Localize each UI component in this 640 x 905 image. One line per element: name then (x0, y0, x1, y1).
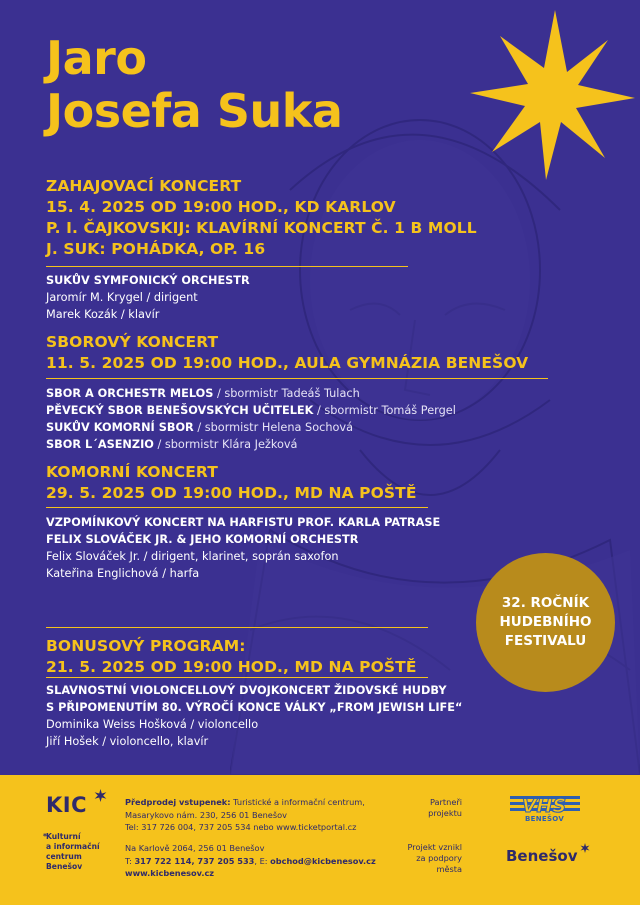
star-icon (470, 10, 635, 180)
kic-desc-line: centrum (46, 852, 82, 861)
section-heading: BONUSOVÝ PROGRAM: (46, 637, 246, 655)
kic-desc-line: a informační (46, 842, 100, 851)
kic-description: * Kulturní a informační centrum Benešov (43, 832, 100, 871)
choir-name: SUKŮV KOMORNÍ SBOR (46, 421, 194, 434)
choir-performers (46, 385, 456, 453)
address-line: Na Karlově 2064, 256 01 Benešov (125, 843, 265, 853)
star-icon (580, 843, 590, 853)
email-label: , E: (254, 855, 271, 866)
vhs-logo-text: VHS (521, 795, 567, 817)
chamber-performers (46, 514, 440, 582)
choir-name: SBOR L´ASENZIO (46, 438, 154, 451)
performer: Dominika Weiss Hošková / violoncello (46, 718, 259, 731)
kic-address (125, 842, 376, 880)
performer: Marek Kozák / klavír (46, 308, 160, 321)
section-date: 21. 5. 2025 OD 19:00 HOD., MD NA POŠTĚ (46, 658, 417, 676)
section-program: P. I. ČAJKOVSKIJ: KLAVÍRNÍ KONCERT Č. 1 B MOLL (46, 219, 477, 237)
presale-address: Masarykovo nám. 230, 256 01 Benešov (125, 809, 287, 820)
section-date: 29. 5. 2025 OD 19:00 HOD., MD NA POŠTĚ (46, 484, 417, 502)
performer: Kateřina Englichová / harfa (46, 567, 200, 580)
tel-label: T: (125, 855, 135, 866)
kic-desc-line: Kulturní (46, 832, 81, 841)
presale-phone: Tel: 317 726 004, 737 205 534 nebo www.ticketportal.cz (125, 822, 357, 832)
section-program: J. SUK: POHÁDKA, OP. 16 (46, 240, 266, 258)
choir-conductor: / sbormistr Tomáš Pergel (313, 404, 456, 417)
project-label-line: Projekt vznikl (407, 842, 462, 852)
project-label-line: města (436, 864, 462, 874)
project-label-line: za podpory (416, 853, 462, 863)
presale-text: Turistické a informační centrum, (230, 797, 365, 807)
program-line: FELIX SLOVÁČEK JR. & JEHO KOMORNÍ ORCHESTR (46, 533, 359, 546)
badge-line: 32. ROČNÍK (501, 595, 590, 611)
choir-conductor: / sbormistr Tadeáš Tulach (213, 387, 360, 400)
section-date: 11. 5. 2025 OD 19:00 HOD., AULA GYMNÁZIA BENEŠOV (46, 354, 529, 372)
divider (46, 266, 408, 267)
star-icon (94, 789, 107, 802)
poster-title (46, 32, 342, 138)
kic-logo: KIC (46, 793, 87, 817)
section-heading: ZAHAJOVACÍ KONCERT (46, 177, 242, 195)
presale-info (125, 796, 365, 834)
program-line: SLAVNOSTNÍ VIOLONCELLOVÝ DVOJKONCERT ŽIDOVSKÉ HUDBY (46, 684, 447, 697)
performer: Felix Slováček Jr. / dirigent, klarinet, soprán saxofon (46, 550, 339, 563)
divider (46, 378, 548, 379)
bonus-program-section (46, 636, 417, 678)
performer: Jaromír M. Krygel / dirigent (46, 291, 198, 304)
divider (46, 677, 428, 678)
ensemble-name: SUKŮV SYMFONICKÝ ORCHESTR (46, 274, 250, 287)
presale-label: Předprodej vstupenek: (125, 797, 231, 807)
program-line: S PŘIPOMENUTÍM 80. VÝROČÍ KONCE VÁLKY „FROM JEWISH LIFE“ (46, 701, 463, 714)
badge-line: HUDEBNÍHO (499, 614, 592, 630)
email-link[interactable]: obchod@kicbenesov.cz (270, 855, 376, 866)
phone-numbers: 317 722 114, 737 205 533 (134, 855, 255, 866)
footer (0, 775, 640, 905)
section-heading: KOMORNÍ KONCERT (46, 463, 218, 481)
project-label (408, 842, 462, 875)
performer: Jiří Hošek / violoncello, klavír (46, 735, 209, 748)
divider (46, 627, 428, 628)
benesov-logo: Benešov (506, 847, 578, 865)
section-heading: SBOROVÝ KONCERT (46, 333, 219, 351)
choir-name: SBOR A ORCHESTR MELOS (46, 387, 214, 400)
program-line: VZPOMÍNKOVÝ KONCERT NA HARFISTU PROF. KARLA PATRASE (46, 516, 441, 529)
partners-label-line: projektu (428, 808, 462, 818)
chamber-concert-section (46, 462, 417, 504)
bonus-performers (46, 682, 462, 750)
section-date: 15. 4. 2025 OD 19:00 HOD., KD KARLOV (46, 198, 396, 216)
vhs-subtitle: BENEŠOV (525, 815, 565, 823)
partners-label-line: Partneři (429, 797, 462, 807)
choir-conductor: / sbormistr Klára Ježková (153, 438, 298, 451)
choir-name: PĚVECKÝ SBOR BENEŠOVSKÝCH UČITELEK (46, 404, 314, 417)
divider (46, 507, 428, 508)
opening-performers (46, 272, 250, 323)
title-line: Josefa Suka (46, 84, 343, 138)
kic-desc-line: Benešov (46, 862, 83, 871)
title-line: Jaro (46, 31, 147, 85)
opening-concert-section (46, 176, 477, 260)
badge-line: FESTIVALU (504, 633, 587, 649)
choir-conductor: / sbormistr Helena Sochová (193, 421, 354, 434)
festival-badge (476, 553, 615, 692)
choir-concert-section (46, 332, 528, 374)
website-link[interactable]: www.kicbenesov.cz (125, 868, 215, 878)
partners-label (428, 797, 462, 819)
